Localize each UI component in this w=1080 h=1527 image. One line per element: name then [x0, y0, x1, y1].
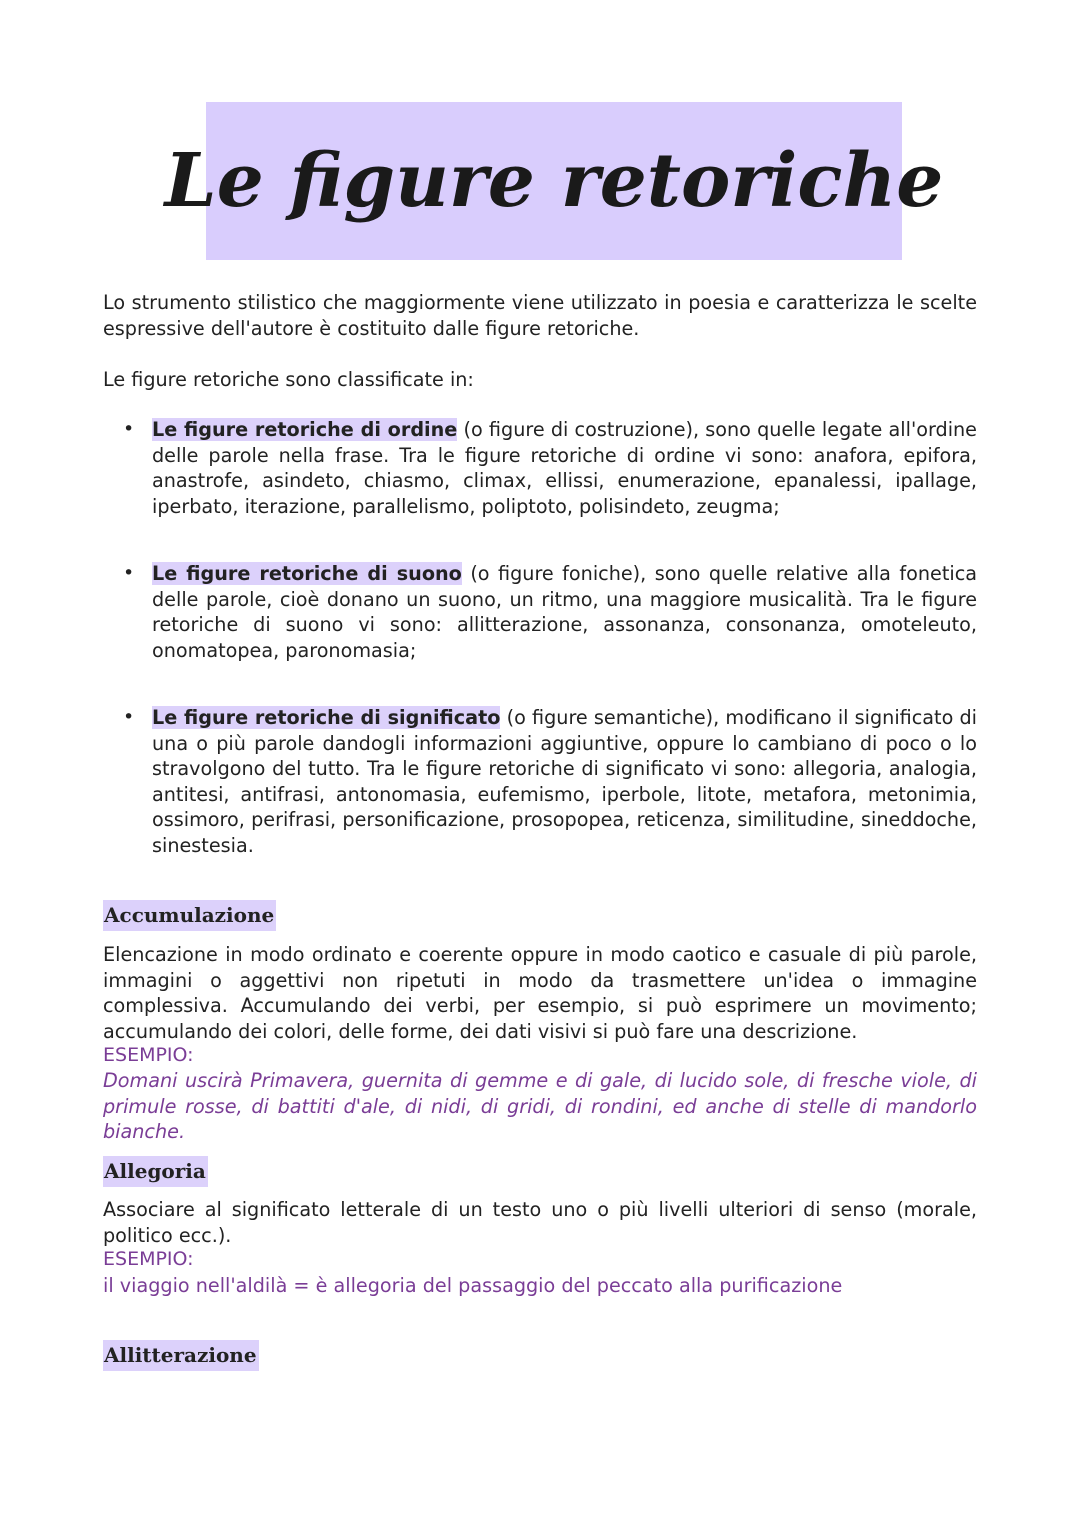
page-title: Le figure retoriche [164, 138, 944, 224]
list-item [152, 705, 977, 858]
example-label: ESEMPIO: [103, 1248, 194, 1270]
example-text-accumulazione: Domani uscirà Primavera, guernita di gemme e di gale, di lucido sole, di fresche viole, di primule rosse, di battiti d'ale, di nidi, di gridi, di rondini, ed anche di stelle di mandorlo bianche. [103, 1069, 977, 1143]
list-item [152, 417, 977, 519]
title-banner [164, 102, 944, 260]
section-heading-allegoria: Allegoria [103, 1156, 208, 1187]
bullet-text: (o figure foniche), sono quelle relative alla fonetica delle parole, cioè donano un suono, un ritmo, una maggiore musicalità. Tra le figure retoriche di suono vi sono: allitterazione, assonanza, consonanza, omoteleuto, onomatopea, paronomasia; [152, 562, 977, 662]
bullet-text: (o figure di costruzione), sono quelle legate all'ordine delle parole nella frase. Tra le figure retoriche di ordine vi sono: anafora, epifora, anastrofe, asindeto, chiasmo, climax, ellissi, enumerazione, epanalessi, ipallage, iperbato, iterazione, parallelismo, poliptoto, polisindeto, zeugma; [152, 418, 977, 518]
bullet-icon: • [123, 706, 135, 728]
section-body-accumulazione: Elencazione in modo ordinato e coerente oppure in modo caotico e casuale di più parole, immagini o aggettivi non ripetuti in modo da trasmettere un'idea o immagine complessiva. Accumulando dei verbi, per esempio, si può esprimere un movimento; accumulando dei colori, delle forme, dei dati visivi si può fare una descrizione. [103, 943, 977, 1043]
bullet-term: Le figure retoriche di ordine [152, 418, 458, 441]
example-text-allegoria: il viaggio nell'aldilà = è allegoria del passaggio del peccato alla purificazione [103, 1274, 843, 1297]
bullet-term: Le figure retoriche di suono [152, 562, 462, 585]
bullet-icon: • [123, 418, 135, 440]
bullet-icon: • [123, 562, 135, 584]
intro-paragraph: Lo strumento stilistico che maggiormente viene utilizzato in poesia e caratterizza le scelte espressive dell'autore è costituito dalle figure retoriche. [103, 291, 977, 340]
example-label: ESEMPIO: [103, 1044, 194, 1066]
list-item [152, 561, 977, 663]
bullet-text: (o figure semantiche), modificano il significato di una o più parole dandogli informazioni aggiuntive, oppure lo cambiano di poco o lo stravolgono del tutto. Tra le figure retoriche di significato vi sono: allegoria, analogia, antitesi, antifrasi, antonomasia, eufemismo, iperbole, litote, metafora, metonimia, ossimoro, perifrasi, personificazione, prosopopea, reticenza, similitudine, sineddoche, sinestesia. [152, 706, 978, 857]
bullet-term: Le figure retoriche di significato [152, 706, 501, 729]
classified-line: Le figure retoriche sono classificate in: [103, 368, 474, 391]
section-body-allegoria: Associare al significato letterale di un testo uno o più livelli ulteriori di senso (morale, politico ecc.). [103, 1198, 977, 1247]
section-heading-accumulazione: Accumulazione [103, 900, 276, 931]
section-heading-allitterazione: Allitterazione [103, 1340, 259, 1371]
